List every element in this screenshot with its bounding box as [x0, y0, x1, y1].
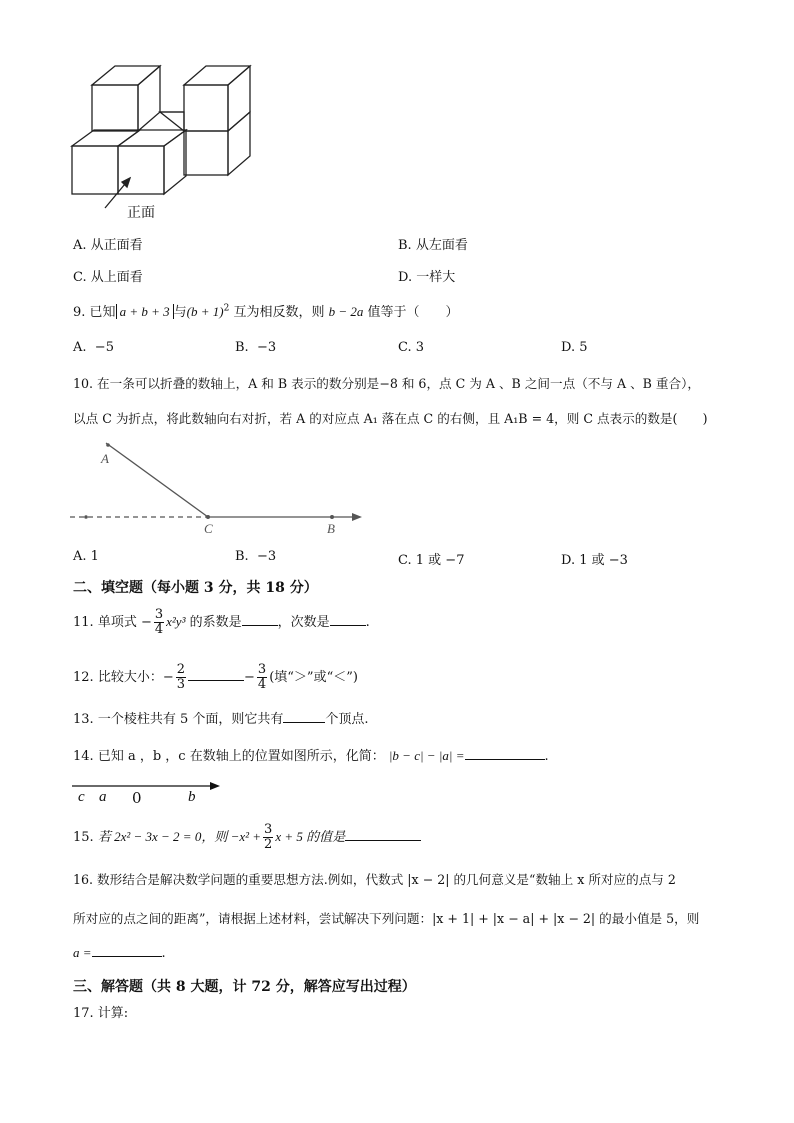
q10-option-c: C. 1 或 −7 [398, 553, 465, 568]
label-b: b [188, 789, 196, 805]
folded-number-line-figure [70, 435, 370, 540]
q10-line-2: 以点 C 为折点，将此数轴向右对折，若 A 的对应点 A₁ 落在点 C 的右侧，且 A₁B = 4，则 C 点表示的数是( ) [73, 411, 708, 426]
q9-option-c: C. 3 [398, 340, 425, 355]
q9-option-d: D. 5 [561, 340, 588, 355]
label-zero: 0 [132, 789, 142, 807]
question-9: 9. 已知 a + b + 3 与$(b + 1)^2$ 互为相反数，则 b − 2a 值等于（ ） [73, 303, 459, 320]
section-2-heading: 二、填空题（每小题 3 分，共 18 分） [73, 580, 318, 596]
q9-option-b: B. −3 [235, 340, 277, 355]
q10-option-b: B. −3 [235, 549, 277, 564]
front-label: 正面 [127, 205, 155, 221]
q9-option-a: A. −5 [73, 340, 114, 355]
fig-label-c: C [204, 521, 213, 536]
q13-blank [283, 710, 325, 723]
q16-line-2: 所对应的点之间的距离”，请根据上述材料，尝试解决下列问题：|x + 1| + |x − a| + |x − 2| 的最小值是 5，则 [73, 911, 700, 926]
number-line-figure [70, 778, 230, 798]
label-a: a [99, 789, 107, 805]
q12-blank [188, 668, 244, 681]
q8-option-b: B. 从左面看 [398, 238, 468, 253]
q9-abs-expr: a + b + 3 [116, 304, 174, 319]
q10-line-1: 10. 在一条可以折叠的数轴上，A 和 B 表示的数分别是−8 和 6，点 C 为 A 、B 之间一点（不与 A 、B 重合）， [73, 376, 701, 391]
fig-label-b: B [327, 521, 335, 536]
fig-label-a: A [101, 451, 109, 466]
q15-blank [345, 828, 421, 841]
q10-option-a: A. 1 [73, 549, 99, 564]
question-11: 11. 单项式 − $\frac{3}{4}$ x²y³ 的系数是 ，次数是 . [73, 607, 370, 637]
q11-blank-2 [330, 613, 366, 626]
question-15: 15. 若 2x² − 3x − 2 = 0，则 −x² + $\frac{3}{2}$ x + 5 的值是 [73, 823, 421, 852]
q16-line-1: 16. 数形结合是解决数学问题的重要思想方法.例如，代数式 |x − 2| 的几何意义是“数轴上 x 所对应的点与 2 [73, 872, 676, 887]
question-17: 17. 计算: [73, 1006, 129, 1021]
label-c: c [78, 789, 85, 805]
q8-option-c: C. 从上面看 [73, 270, 143, 285]
q14-blank [465, 747, 545, 760]
cube-stack-figure [60, 60, 260, 230]
section-3-heading: 三、解答题（共 8 大题，计 72 分，解答应写出过程） [73, 979, 416, 995]
q11-blank-1 [242, 613, 278, 626]
question-14: 14. 已知 a ，b ，c 在数轴上的位置如图所示，化简： |b − c| − |a| = . [73, 748, 549, 764]
q10-option-d: D. 1 或 −3 [561, 553, 628, 568]
q16-line-3: a = . [73, 945, 166, 961]
q16-blank [92, 944, 162, 957]
question-12: 12. 比较大小：− $\frac{2}{3}$ − $\frac{3}{4}$ (填“＞”或“＜”) [73, 662, 358, 692]
q11-fraction: $\frac{3}{4}$ [154, 607, 164, 637]
question-13: 13. 一个棱柱共有 5 个面，则它共有 个顶点. [73, 712, 369, 727]
q8-option-a: A. 从正面看 [73, 238, 143, 253]
q8-option-d: D. 一样大 [398, 270, 456, 285]
